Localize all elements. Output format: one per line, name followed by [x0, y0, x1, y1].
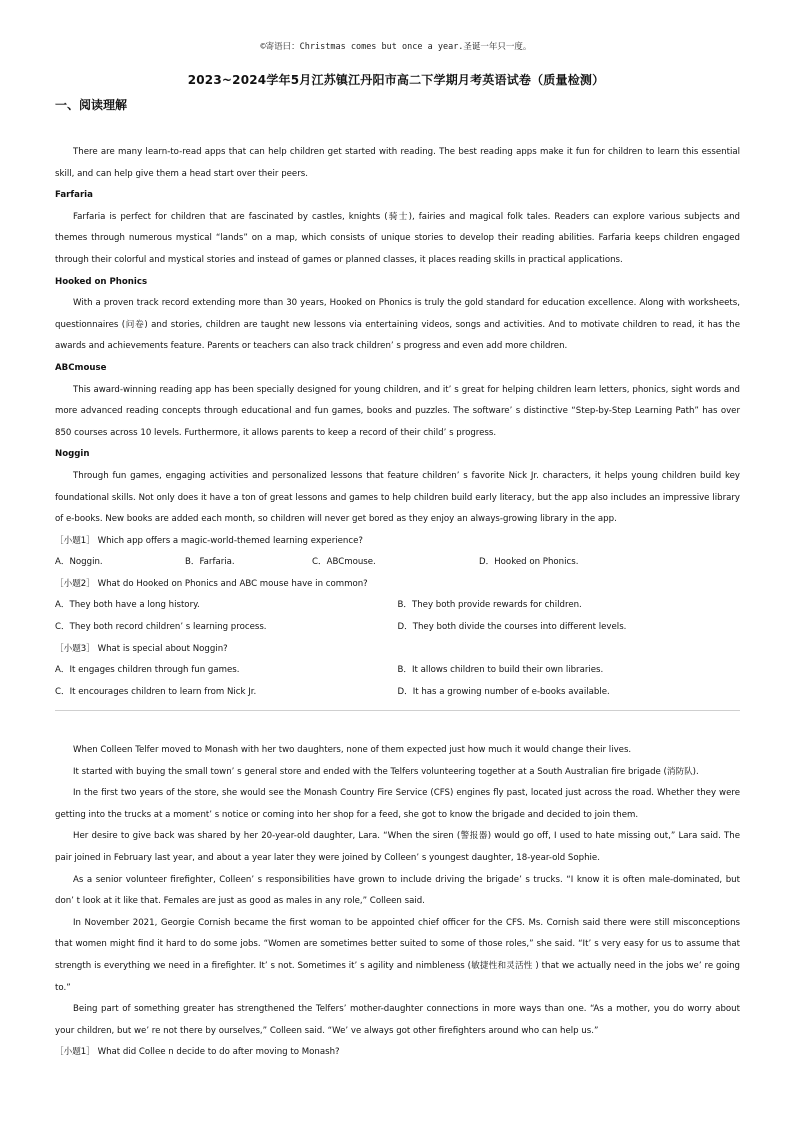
passage-2-paragraph: In November 2021, Georgie Cornish became the first woman to be appointed chief officer for the CFS. Ms. Cornish said there were still misconceptions that women might find it hard to do some jobs. “Women are sometimes better suited to some of those roles,” she said. “It’ s very easy for us to assume that strength is everything we need in a firefighter. It’ s not. Sometimes it’ s agility and nimbleness (敏捷性和灵活性 ) that we actually need in the jobs we’ re going to.”: [55, 917, 740, 993]
option-2c: C．They both record children’ s learning process.: [55, 622, 267, 633]
option-1b: B．Farfaria.: [185, 557, 235, 568]
app-name-hooked-on-phonics: Hooked on Phonics: [55, 276, 148, 287]
motto-header: ©寄语曰：Christmas comes but once a year.圣诞一年只一度。: [260, 42, 532, 52]
question-stem-p2-1: ［小题1］ What did Collee n decide to do after moving to Monash?: [55, 1047, 340, 1058]
passage-1: [55, 142, 740, 719]
question-stem-1: ［小题1］ Which app offers a magic-world-themed learning experience?: [55, 535, 363, 546]
page-title: 2023~2024学年5月江苏镇江丹阳市高二下学期月考英语试卷（质量检测）: [187, 73, 605, 87]
option-1d: D．Hooked on Phonics.: [479, 557, 579, 568]
app-name-noggin: Noggin: [55, 449, 90, 460]
passage-1-intro: There are many learn-to-read apps that can help children get started with reading. The best reading apps make it fun for children to learn this essential skill, and can help give them a head start over their peers.: [55, 147, 740, 179]
option-3b: B．It allows children to build their own libraries.: [397, 665, 604, 676]
question-stem-3: ［小题3］ What is special about Noggin?: [55, 643, 228, 654]
option-2a: A．They both have a long history.: [55, 600, 200, 611]
passage-2-paragraph: As a senior volunteer firefighter, Colleen’ s responsibilities have grown to include driving the brigade’ s trucks. “I know it is often male-dominated, but don’ t look at it like that. Females are just as good as males in any role,” Colleen said.: [55, 874, 740, 907]
app-text-farfaria: Farfaria is perfect for children that are fascinated by castles, knights (骑士), fairies and magical folk tales. Readers can explore various subjects and themes through numerous mystical “lands” on a map, which consists of unique stories to develop their reading abilities. Farfaria keeps children engaged through their colorful and mystical stories and instead of games or planned classes, it places reading skills in practical applications.: [55, 211, 740, 265]
question-3-options-row1: [55, 660, 740, 682]
passage-2-paragraph: Her desire to give back was shared by her 20-year-old daughter, Lara. “When the siren (警报器) would go off, I used to hate missing out,” Lara said. The pair joined in February last year, and about a year later they were joined by Colleen’ s youngest daughter, 18-year-old Sophie.: [55, 831, 740, 863]
option-1c: C．ABCmouse.: [312, 557, 376, 568]
question-stem-2: ［小题2］ What do Hooked on Phonics and ABC mouse have in common?: [55, 578, 368, 589]
question-2-options-row1: [55, 595, 740, 617]
option-1a: A．Noggin.: [55, 557, 103, 568]
passage-2-paragraph: In the first two years of the store, she would see the Monash Country Fire Service (CFS) engines fly past, located just across the road. Whether they were getting into the trucks at a moment’ s notice or coming into her shop for a feed, she got to know the brigade and decided to join them.: [55, 788, 740, 820]
option-3c: C．It encourages children to learn from Nick Jr.: [55, 686, 257, 697]
option-3d: D．It has a growing number of e-books available.: [397, 686, 610, 697]
app-text-noggin: Through fun games, engaging activities and personalized lessons that feature children’ s favorite Nick Jr. characters, it helps young children build key foundational skills. Not only does it have a ton of great lessons and games to help children build early literacy, but the app also includes an impressive library of e-books. New books are added each month, so children will never get bored as they enjoy an always-growing library in the app.: [55, 470, 740, 525]
passage-2-paragraph: When Colleen Telfer moved to Monash with her two daughters, none of them expected just how much it would change their lives.: [73, 745, 632, 755]
section-heading: 一、阅读理解: [55, 98, 128, 112]
app-name-abcmouse: ABCmouse: [55, 362, 107, 373]
passage-2-paragraph: Being part of something greater has strengthened the Telfers’ mother-daughter connections in more ways than one. “As a mother, you do worry about your children, but we’ re not there by ourselves,” Colleen said. “We’ ve always got other firefighters around who can help us.”: [55, 1004, 740, 1036]
question-2-options-row2: [55, 617, 740, 639]
option-2d: D．They both divide the courses into different levels.: [397, 622, 627, 633]
app-text-hooked-on-phonics: With a proven track record extending more than 30 years, Hooked on Phonics is truly the gold standard for education excellence. Along with worksheets, questionnaires (问卷) and stories, children are taught new lessons via entertaining videos, songs and activities. And to motivate children to read, it has the awards and achievements feature. Parents or teachers can also track children’ s progress and even add more children.: [55, 298, 740, 352]
passage-2-paragraph: It started with buying the small town’ s general store and ended with the Telfers volunteering together at a South Australian fire brigade (消防队).: [73, 766, 699, 777]
passage-divider: [55, 710, 740, 711]
app-name-farfaria: Farfaria: [55, 190, 93, 201]
passage-2: [55, 740, 740, 1064]
app-text-abcmouse: This award-winning reading app has been specially designed for young children, and it’ s great for helping children learn letters, phonics, sight words and more advanced reading concepts through educational and fun games, books and puzzles. The software’ s distinctive “Step-by-Step Learning Path” has over 850 courses across 10 levels. Furthermore, it allows parents to keep a record of their child’ s progress.: [55, 384, 740, 438]
option-2b: B．They both provide rewards for children.: [397, 600, 582, 611]
question-3-options-row2: [55, 682, 740, 704]
option-3a: A．It engages children through fun games.: [55, 665, 240, 676]
question-1-options: [55, 552, 740, 574]
